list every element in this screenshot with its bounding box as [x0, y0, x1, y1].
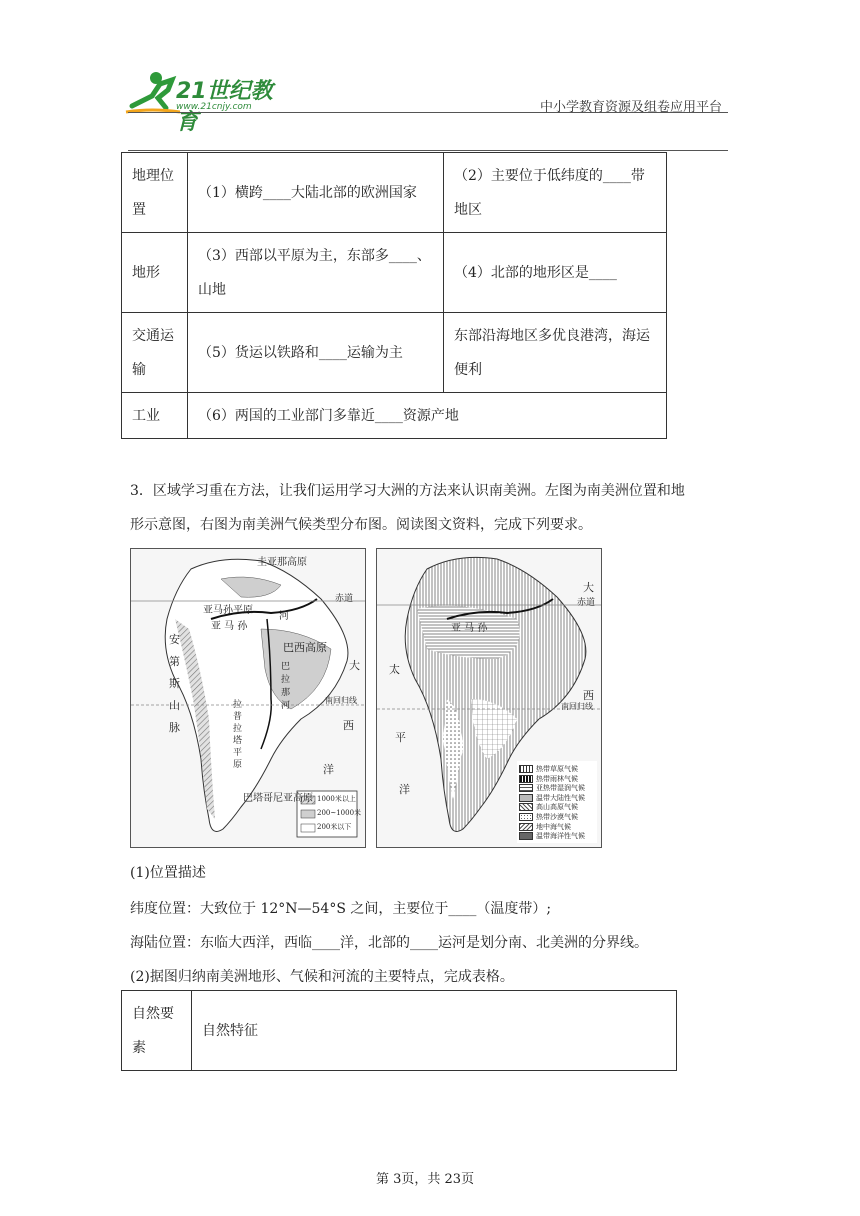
- logo-title: 21世纪教育: [176, 79, 273, 135]
- section-1-line-2: 海陆位置：东临大西洋，西临____洋，北部的____运河是划分南、北美洲的分界线。: [130, 935, 648, 951]
- laplata-char: 平: [233, 748, 243, 758]
- legend-label: 热带雨林气候: [536, 774, 578, 783]
- legend-label: 200~1000米: [317, 809, 362, 817]
- legend-item: [519, 813, 599, 823]
- map-label-equator: 赤道: [335, 594, 354, 604]
- map-label-tropic: 南回归线: [325, 696, 357, 705]
- table-row: [122, 393, 667, 439]
- row-label: 交通运输: [122, 313, 188, 393]
- platform-name: 中小学教育资源及组卷应用平台: [540, 100, 723, 115]
- legend-item: [519, 784, 599, 794]
- map-label-patagonia: 巴塔哥尼亚高原: [243, 793, 313, 804]
- nature-table: [121, 990, 677, 1071]
- laplata-char: 拉: [233, 724, 243, 734]
- legend-label: 温带大陆性气候: [536, 793, 585, 802]
- cell: 自然特征: [192, 991, 677, 1071]
- map-label-guiana: 圭亚那高原: [257, 557, 307, 568]
- terrain-map: [130, 548, 366, 848]
- section-2-title: (2)据图归纳南美洲地形、气候和河流的主要特点，完成表格。: [130, 969, 514, 985]
- map-label-equator: 赤道: [577, 598, 596, 608]
- climate-map: [376, 548, 602, 848]
- header-divider-2: [128, 150, 728, 151]
- section-1-line-1: 纬度位置：大致位于 12°N—54°S 之间，主要位于____（温度带）;: [130, 901, 552, 917]
- row-label: 自然要素: [122, 991, 192, 1071]
- page-number: 第 3页，共 23页: [376, 1172, 475, 1187]
- andes-char: 第: [169, 655, 180, 668]
- cell: 东部沿海地区多优良港湾，海运便利: [444, 313, 667, 393]
- map-label-pacific-3: 洋: [399, 783, 410, 796]
- legend-label: 热带沙漠气候: [536, 812, 578, 821]
- legend-label: 温带海洋性气候: [536, 832, 585, 841]
- legend-label: 热带草原气候: [536, 765, 578, 773]
- map-label-laplata: [233, 699, 243, 771]
- andes-char: 安: [169, 633, 180, 646]
- map-label-andes: [169, 629, 183, 739]
- map-label-amazon-river: 亚 马 孙: [451, 623, 488, 634]
- legend-label: 亚热带湿润气候: [536, 784, 585, 793]
- legend-label: 200米以下: [317, 823, 352, 831]
- cell: （5）货运以铁路和____运输为主: [188, 313, 444, 393]
- laplata-char: 普: [233, 712, 243, 722]
- logo-url: www.21cnjy.com: [176, 102, 252, 112]
- parana-char: 那: [281, 688, 291, 698]
- row-label: 地理位置: [122, 153, 188, 233]
- cell: （3）西部以平原为主，东部多____、山地: [188, 233, 444, 313]
- question-3-line-1: 3．区域学习重在方法，让我们运用学习大洲的方法来认识南美洲。左图为南美洲位置和地: [130, 483, 685, 499]
- legend-item: [519, 823, 599, 833]
- row-label: 地形: [122, 233, 188, 313]
- question-3-line-2: 形示意图，右图为南美洲气候类型分布图。阅读图文资料，完成下列要求。: [130, 517, 592, 533]
- map-label-atlantic-2: 西: [343, 719, 354, 732]
- table-row: [122, 991, 677, 1071]
- legend-item: [519, 832, 599, 842]
- map-label-brazil: 巴西高原: [283, 641, 327, 654]
- map-label-amazon-plain: 亚马孙平原: [203, 605, 253, 616]
- cell: （6）两国的工业部门多靠近____资源产地: [188, 393, 667, 439]
- map-label-amazon-river: 亚 马 孙: [211, 621, 248, 632]
- cell: （2）主要位于低纬度的____带地区: [444, 153, 667, 233]
- parana-char: 巴: [281, 662, 291, 672]
- table-row: [122, 233, 667, 313]
- legend-label: 1000米以上: [317, 795, 356, 803]
- map-label-atlantic-1: 大: [349, 659, 360, 672]
- legend-label: 高山高原气候: [536, 803, 578, 812]
- section-1-title: (1)位置描述: [130, 865, 206, 881]
- header-logo: [122, 68, 292, 135]
- laplata-char: 原: [233, 760, 243, 770]
- cell: （4）北部的地形区是____: [444, 233, 667, 313]
- map-label-tropic: 南回归线: [561, 702, 593, 711]
- laplata-char: 塔: [233, 736, 243, 746]
- legend-item: [519, 775, 599, 785]
- header-divider: [128, 112, 728, 113]
- feature-table: [121, 152, 667, 439]
- map-label-parana: [281, 661, 291, 713]
- legend-label: 地中海气候: [536, 822, 571, 831]
- map-label-he: 河: [279, 611, 289, 622]
- cell: （1）横跨____大陆北部的欧洲国家: [188, 153, 444, 233]
- andes-char: 山: [169, 699, 180, 712]
- andes-char: 脉: [169, 721, 180, 734]
- map-label-pacific-1: 太: [389, 663, 400, 676]
- table-row: [122, 153, 667, 233]
- map-label-pacific-2: 平: [395, 731, 406, 744]
- climate-legend: [519, 765, 599, 842]
- parana-char: 拉: [281, 675, 291, 685]
- map-label-atlantic-3: 洋: [323, 763, 334, 776]
- parana-char: 河: [281, 701, 291, 711]
- legend-item: [519, 794, 599, 804]
- map-label-da: 大: [583, 581, 594, 594]
- map-label-xi: 西: [583, 689, 594, 702]
- row-label: 工业: [122, 393, 188, 439]
- table-row: [122, 313, 667, 393]
- runner-icon: [122, 68, 182, 114]
- laplata-char: 拉: [233, 700, 243, 710]
- legend-item: [519, 765, 599, 775]
- andes-char: 斯: [169, 677, 180, 690]
- legend-item: [519, 803, 599, 813]
